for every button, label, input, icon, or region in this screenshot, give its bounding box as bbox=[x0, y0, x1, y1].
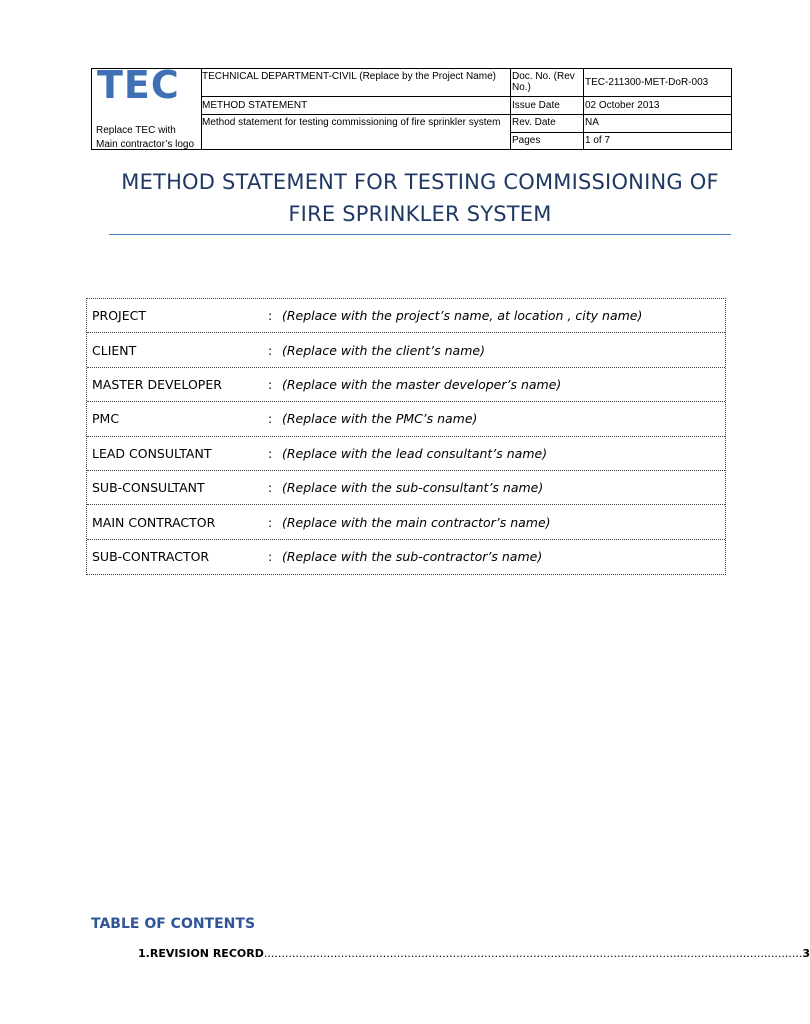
row-colon: : bbox=[268, 376, 273, 392]
row-label: PROJECT bbox=[92, 308, 147, 324]
logo-note-line2: Main contractor’s logo bbox=[96, 139, 195, 150]
row-value: (Replace with the client’s name) bbox=[282, 342, 485, 358]
toc-entry-revision-record[interactable] bbox=[138, 947, 810, 963]
doc-no-label: Doc. No. (Rev No.) bbox=[511, 69, 584, 97]
title-line1: METHOD STATEMENT FOR TESTING COMMISSIONING OF bbox=[121, 170, 719, 194]
row-label: MASTER DEVELOPER bbox=[92, 376, 222, 392]
row-colon: : bbox=[268, 514, 273, 530]
toc-entry-leader-dots: .......................................................................................................................................................... bbox=[263, 947, 803, 960]
toc-entry-page: 3 bbox=[802, 947, 810, 960]
table-row bbox=[87, 471, 725, 505]
rev-date-label: Rev. Date bbox=[511, 115, 584, 133]
toc-entry-number: 1. bbox=[138, 947, 150, 960]
title-divider bbox=[109, 234, 731, 235]
table-row bbox=[87, 540, 725, 574]
logo-note-line1: Replace TEC with bbox=[96, 125, 176, 136]
doc-no-value: TEC-211300-MET-DoR-003 bbox=[584, 69, 731, 97]
table-row bbox=[87, 505, 725, 539]
row-value: (Replace with the sub-contractor’s name) bbox=[282, 549, 543, 565]
department-cell: TECHNICAL DEPARTMENT-CIVIL (Replace by the Project Name) bbox=[201, 69, 511, 97]
row-label: SUB-CONSULTANT bbox=[92, 480, 205, 496]
row-label: MAIN CONTRACTOR bbox=[92, 514, 216, 530]
row-colon: : bbox=[268, 308, 273, 324]
table-row bbox=[87, 299, 725, 333]
logo-cell bbox=[92, 63, 202, 150]
row-value: (Replace with the master developer’s name) bbox=[282, 376, 562, 392]
pages-value: 1 of 7 bbox=[585, 135, 611, 146]
project-info-table bbox=[86, 298, 726, 575]
row-label: PMC bbox=[92, 411, 120, 427]
toc-entry-label: REVISION RECORD bbox=[149, 947, 264, 960]
company-logo: TEC bbox=[97, 63, 180, 107]
issue-date-label: Issue Date bbox=[511, 97, 584, 115]
pages-label: Pages bbox=[511, 133, 584, 149]
title-line2: FIRE SPRINKLER SYSTEM bbox=[288, 202, 552, 226]
row-colon: : bbox=[268, 411, 273, 427]
issue-date-value: 02 October 2013 bbox=[584, 97, 731, 115]
description-cell: Method statement for testing commissioning of fire sprinkler system bbox=[201, 115, 511, 149]
row-value: (Replace with the lead consultant’s name) bbox=[282, 445, 548, 461]
logo-replace-note bbox=[96, 124, 206, 152]
row-label: LEAD CONSULTANT bbox=[92, 445, 212, 461]
row-value: (Replace with the sub-consultant’s name) bbox=[282, 480, 544, 496]
row-label: CLIENT bbox=[92, 342, 137, 358]
document-header bbox=[91, 63, 732, 150]
row-colon: : bbox=[268, 549, 273, 565]
row-value: (Replace with the main contractor’s name) bbox=[282, 514, 551, 530]
row-colon: : bbox=[268, 342, 273, 358]
table-row bbox=[87, 368, 725, 402]
row-label: SUB-CONTRACTOR bbox=[92, 549, 210, 565]
doc-type-cell: METHOD STATEMENT bbox=[201, 97, 511, 115]
table-row bbox=[87, 402, 725, 436]
table-row bbox=[87, 333, 725, 367]
row-value: (Replace with the PMC’s name) bbox=[282, 411, 478, 427]
toc-heading: TABLE OF CONTENTS bbox=[91, 916, 256, 932]
row-colon: : bbox=[268, 445, 273, 461]
header-info-grid bbox=[201, 69, 731, 149]
row-value: (Replace with the project’s name, at location , city name) bbox=[282, 308, 643, 324]
row-colon: : bbox=[268, 480, 273, 496]
page-title bbox=[108, 166, 732, 230]
table-row bbox=[87, 437, 725, 471]
rev-date-value: NA bbox=[584, 115, 731, 133]
